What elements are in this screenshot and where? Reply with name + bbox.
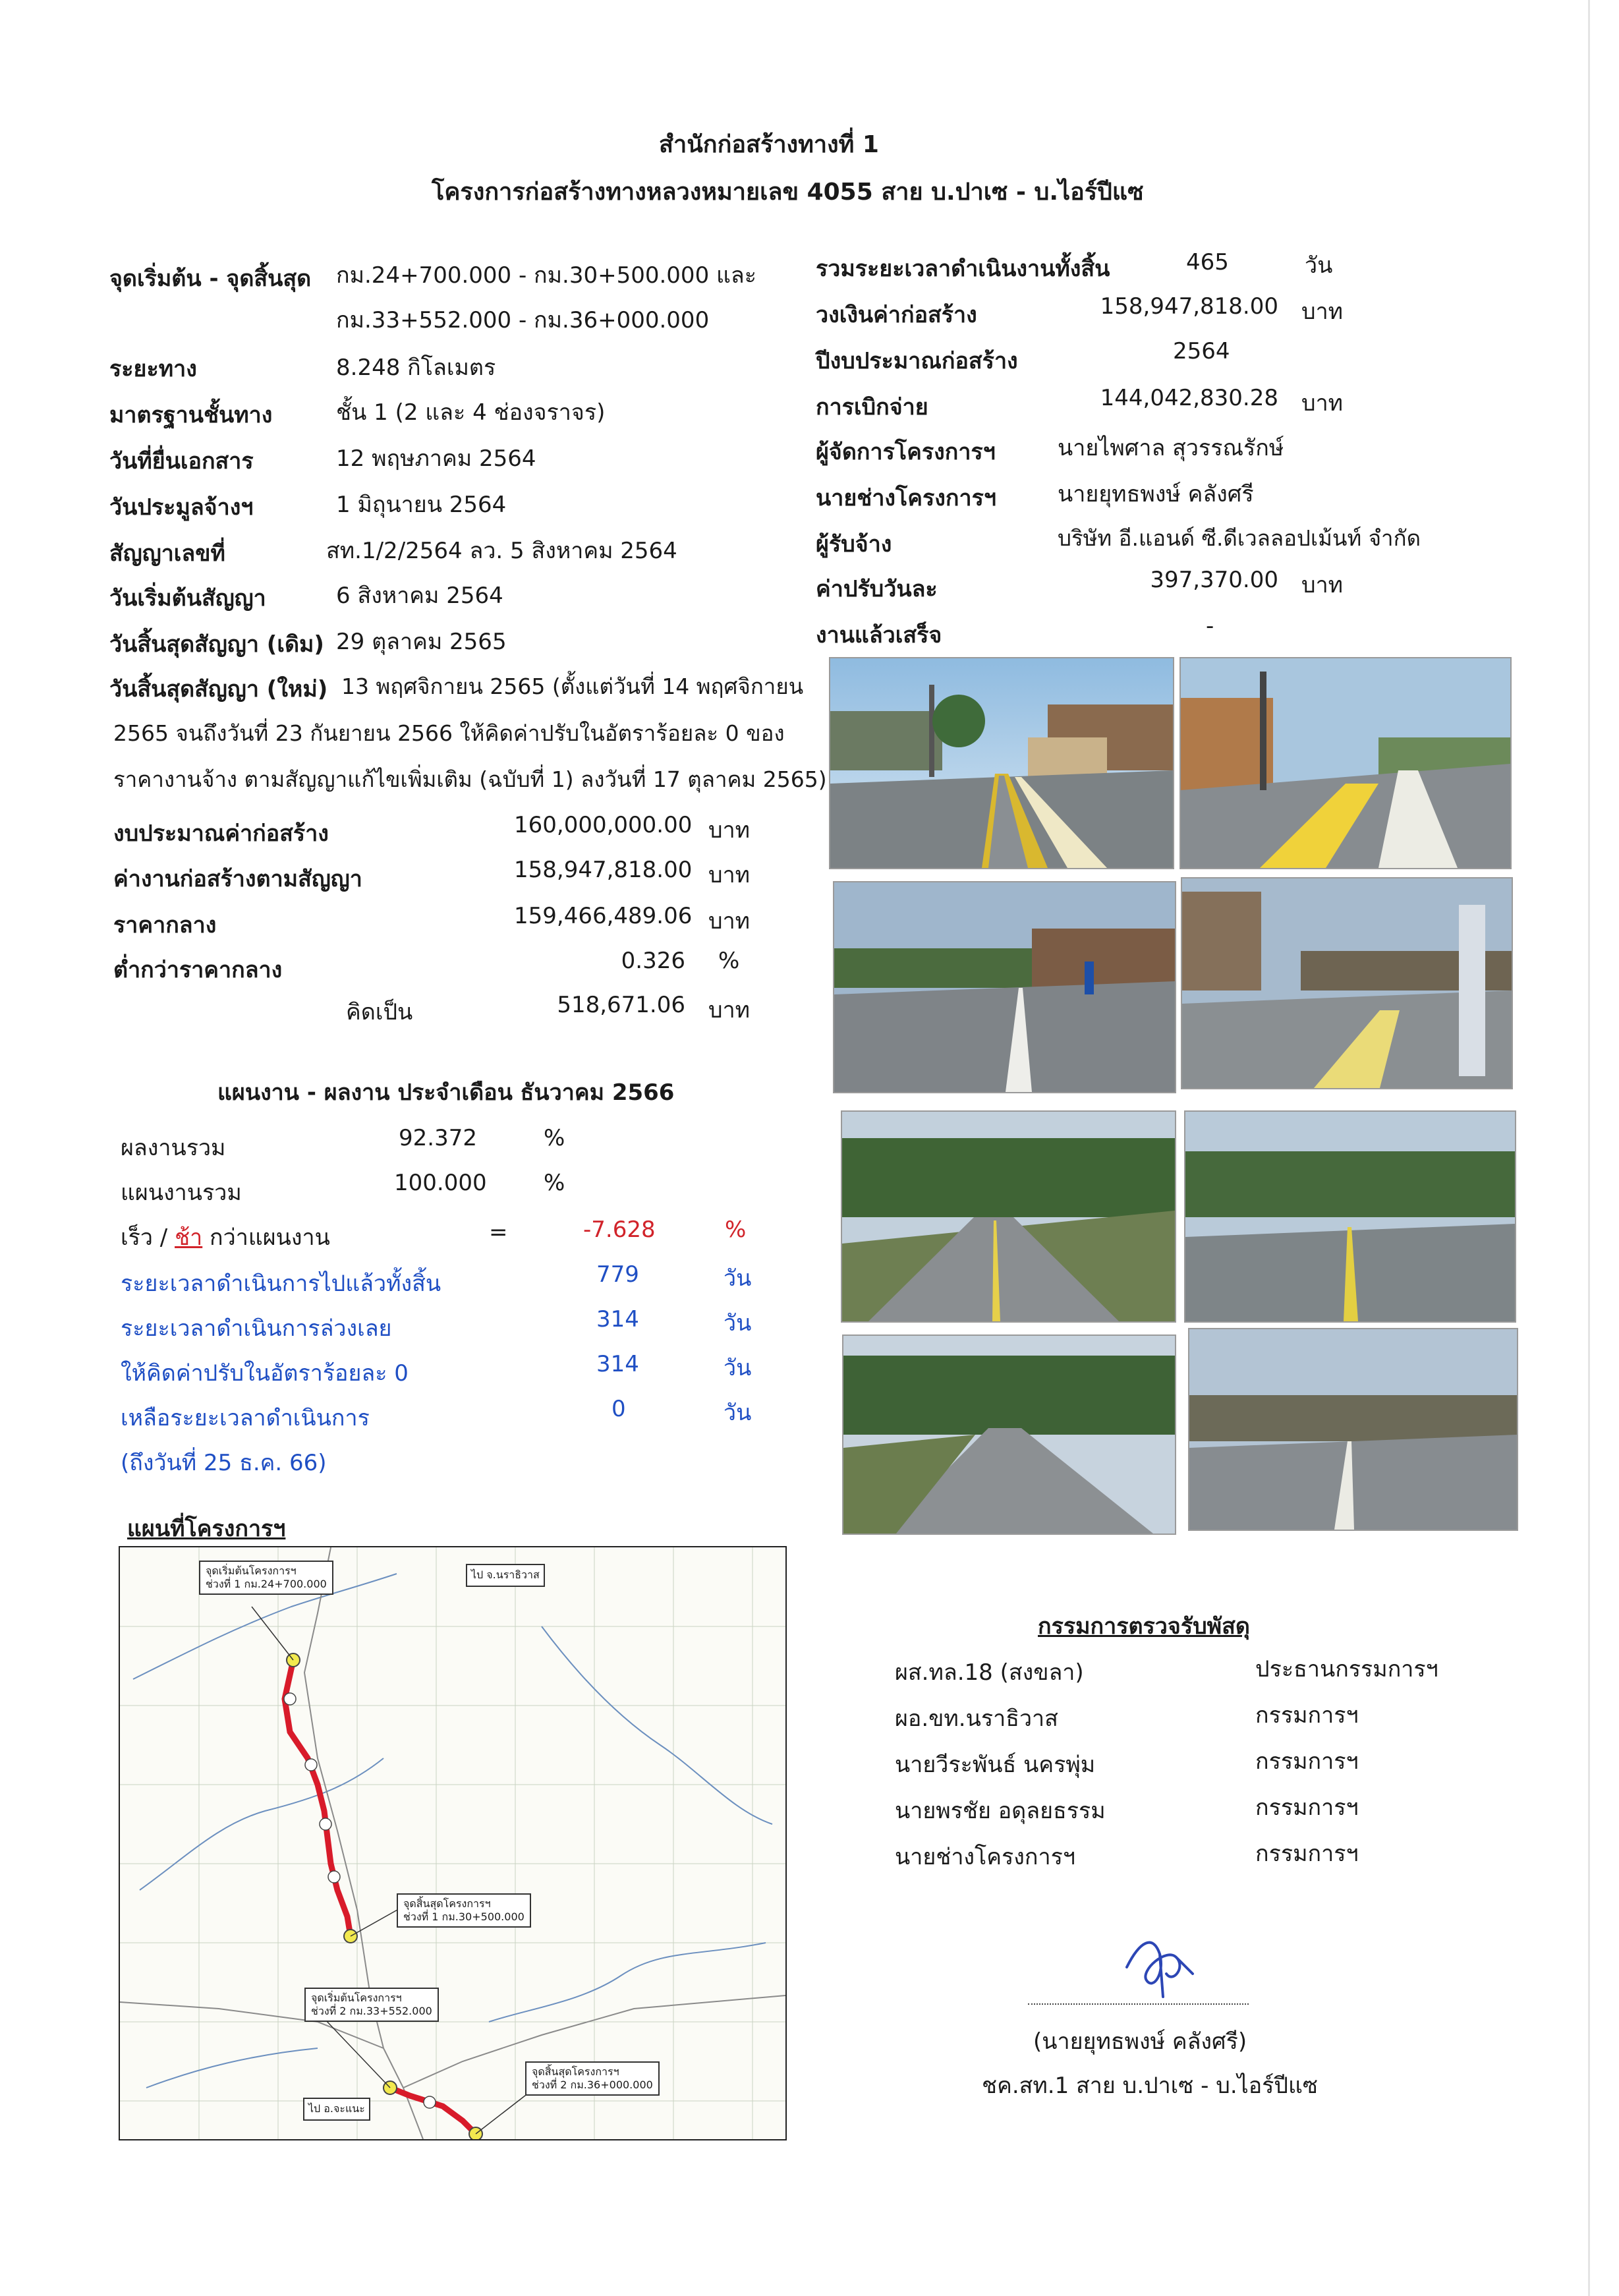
committee-member-5-role: กรรมการฯ [1255,1841,1359,1867]
budget-label: งบประมาณค่าก่อสร้าง [113,820,329,847]
daily-fine-value: 397,370.00 [1150,567,1278,593]
budget-value: 160,000,000.00 [514,812,693,838]
plan-value: 100.000 [394,1170,487,1196]
start-end-label: จุดเริ่มต้น - จุดสิ้นสุด [109,266,312,292]
start-end-line2: กม.33+552.000 - กม.36+000.000 [336,307,710,333]
engineer-label: นายช่างโครงการฯ [816,485,996,511]
overdue-label: ระยะเวลาดำเนินการล่วงเลย [121,1315,392,1342]
map-callout-end2-sub: ช่วงที่ 2 กม.36+000.000 [532,2079,653,2091]
disbursed-label: การเบิกจ่าย [816,394,928,420]
contract-end-new-line3: ราคางานจ้าง ตามสัญญาแก้ไขเพิ่มเติม (ฉบับที่ 1) ลงวันที่ 17 ตุลาคม 2565) [113,766,827,792]
map-callout-start1-title: จุดเริ่มต้นโครงการฯ [206,1564,297,1577]
contract-no-label: สัญญาเลขที่ [109,540,225,567]
budget-unit: บาท [708,817,751,844]
committee-member-4-name: นายพรชัย อดุลยธรรม [895,1798,1106,1824]
contract-cost-unit: บาท [708,862,751,888]
map-callout-start2 [304,1988,439,2022]
median-price-value: 159,466,489.06 [514,903,693,929]
diff-unit: % [725,1217,747,1243]
contract-end-new-label: วันสิ้นสุดสัญญา (ใหม่) [109,676,328,703]
diff-fast: เร็ว / [121,1224,168,1251]
map-callout-start1-sub: ช่วงที่ 1 กม.24+700.000 [206,1578,327,1590]
budget-year-value: 2564 [1173,338,1230,364]
submit-date-label: วันที่ยื่นเอกสาร [109,448,254,474]
duration-value: 465 [1186,249,1229,275]
site-photo-3 [833,881,1176,1093]
completed-label: งานแล้วเสร็จ [816,622,942,648]
map-callout-end1-title: จุดสิ้นสุดโครงการฯ [403,1897,491,1910]
committee-member-4-role: กรรมการฯ [1255,1794,1359,1821]
map-callout-end2 [525,2061,660,2096]
bid-date-label: วันประมูลจ้างฯ [109,494,254,521]
standard-label: มาตรฐานชั้นทาง [109,402,273,428]
project-title: โครงการก่อสร้างทางหลวงหมายเลข 4055 สาย บ.ปาเซ - บ.ไอร์ปีแซ [432,179,1144,206]
map-callout-end1 [397,1893,531,1928]
amount-label: วงเงินค่าก่อสร้าง [816,302,977,328]
plan-unit: % [544,1170,565,1196]
contract-start-label: วันเริ่มต้นสัญญา [109,585,266,612]
scan-edge [1588,0,1590,2296]
contractor-value: บริษัท อี.แอนด์ ซี.ดีเวลลอปเม้นท์ จำกัด [1058,525,1421,551]
completed-value: - [1206,613,1214,639]
submit-date-value: 12 พฤษภาคม 2564 [336,445,536,472]
diff-rest: กว่าแผนงาน [210,1224,330,1251]
diff-label [121,1219,330,1255]
contract-end-old-value: 29 ตุลาคม 2565 [336,629,507,655]
disbursed-value: 144,042,830.28 [1100,385,1278,411]
committee-member-1-name: ผส.ทล.18 (สงขลา) [895,1659,1084,1686]
distance-value: 8.248 กิโลเมตร [336,355,496,381]
fine-zero-unit: วัน [724,1355,752,1381]
map-heading: แผนที่โครงการฯ [127,1516,286,1542]
contract-end-new-line2: 2565 จนถึงวันที่ 23 กันยายน 2566 ให้คิดค่าปรับในอัตราร้อยละ 0 ของ [113,720,785,746]
start-end-line1: กม.24+700.000 - กม.30+500.000 และ [336,262,757,289]
contract-end-new-line1: 13 พฤศจิกายน 2565 (ตั้งแต่วันที่ 14 พฤศจิกายน [341,674,804,699]
plan-label: แผนงานรวม [121,1180,242,1206]
contract-start-value: 6 สิงหาคม 2564 [336,583,503,609]
site-photo-5 [841,1110,1176,1323]
daily-fine-label: ค่าปรับวันละ [816,576,938,602]
contractor-label: ผู้รับจ้าง [816,531,892,558]
map-callout-end2-title: จุดสิ้นสุดโครงการฯ [532,2065,619,2078]
signer-name: (นายยุทธพงษ์ คลังศรี) [1033,2028,1247,2055]
disbursed-unit: บาท [1301,390,1344,416]
distance-label: ระยะทาง [109,356,197,382]
map-callout-end1-sub: ช่วงที่ 1 กม.30+500.000 [403,1910,525,1923]
manager-label: ผู้จัดการโครงการฯ [816,439,996,465]
site-photo-4 [1181,877,1513,1089]
budget-year-label: ปีงบประมาณก่อสร้าง [816,348,1018,374]
below-median-label: ต่ำกว่าราคากลาง [113,957,283,983]
contract-cost-label: ค่างานก่อสร้างตามสัญญา [113,866,362,892]
site-photo-1 [829,657,1174,869]
signature-mark [1114,1928,1206,2000]
equals-label: คิดเป็น [346,999,413,1025]
committee-member-1-role: ประธานกรรมการฯ [1255,1656,1438,1682]
diff-equals: = [489,1219,508,1246]
overdue-value: 314 [596,1306,639,1333]
committee-member-2-name: ผอ.ขท.นราธิวาส [895,1706,1058,1732]
committee-member-3-role: กรรมการฯ [1255,1748,1359,1775]
engineer-value: นายยุทธพงษ์ คลังศรี [1058,481,1254,507]
remaining-label: เหลือระยะเวลาดำเนินการ [121,1405,370,1431]
signature-line [1028,2003,1249,2005]
committee-heading: กรรมการตรวจรับพัสดุ [1038,1613,1250,1640]
bid-date-value: 1 มิถุนายน 2564 [336,492,507,518]
fine-zero-label: ให้คิดค่าปรับในอัตราร้อยละ 0 [121,1360,409,1387]
below-median-value: 0.326 [621,948,685,974]
contract-end-old-label: วันสิ้นสุดสัญญา (เดิม) [109,631,324,658]
remaining-value: 0 [611,1396,626,1422]
overdue-unit: วัน [724,1310,752,1336]
site-photo-8 [1188,1328,1518,1531]
fine-zero-value: 314 [596,1351,639,1377]
committee-member-3-name: นายวีระพันธ์ นครพุ่ม [895,1752,1096,1778]
duration-unit: วัน [1305,252,1333,279]
contract-no-value: สท.1/2/2564 ลว. 5 สิงหาคม 2564 [326,538,677,564]
project-map [119,1546,787,2140]
map-label-north: ไป จ.นราธิวาส [466,1564,545,1587]
diff-value: -7.628 [583,1217,656,1243]
below-median-unit: % [718,948,740,974]
amount-value: 158,947,818.00 [1100,293,1278,320]
daily-fine-unit: บาท [1301,572,1344,598]
signer-title: ชค.สท.1 สาย บ.ปาเซ - บ.ไอร์ปีแซ [982,2073,1318,2099]
progress-heading: แผนงาน - ผลงาน ประจำเดือน ธันวาคม 2566 [217,1079,675,1106]
as-of-date: (ถึงวันที่ 25 ธ.ค. 66) [121,1450,327,1476]
map-callout-start2-sub: ช่วงที่ 2 กม.33+552.000 [311,2005,432,2017]
remaining-unit: วัน [724,1400,752,1426]
map-callout-start1 [199,1561,333,1595]
actual-label: ผลงานรวม [121,1135,226,1161]
amount-unit: บาท [1301,299,1344,325]
map-callout-start2-title: จุดเริ่มต้นโครงการฯ [311,1992,402,2004]
manager-value: นายไพศาล สุวรรณรักษ์ [1058,435,1284,461]
equals-value: 518,671.06 [557,992,685,1018]
elapsed-label: ระยะเวลาดำเนินการไปแล้วทั้งสิ้น [121,1271,441,1297]
actual-unit: % [544,1125,565,1151]
committee-member-5-name: นายช่างโครงการฯ [895,1844,1075,1870]
diff-slow: ช้า [175,1224,203,1251]
equals-unit: บาท [708,997,751,1023]
site-photo-7 [842,1335,1176,1535]
site-photo-2 [1179,657,1512,869]
office-title: สำนักก่อสร้างทางที่ 1 [659,131,879,158]
elapsed-value: 779 [596,1261,639,1288]
site-photo-6 [1184,1110,1516,1323]
median-price-unit: บาท [708,908,751,934]
duration-label: รวมระยะเวลาดำเนินงานทั้งสิ้น [816,256,1110,282]
actual-value: 92.372 [399,1125,477,1151]
map-label-south: ไป อ.จะแนะ [303,2098,370,2121]
median-price-label: ราคากลาง [113,912,217,938]
elapsed-unit: วัน [724,1265,752,1292]
committee-member-2-role: กรรมการฯ [1255,1702,1359,1729]
contract-cost-value: 158,947,818.00 [514,857,693,883]
standard-value: ชั้น 1 (2 และ 4 ช่องจราจร) [336,399,606,426]
